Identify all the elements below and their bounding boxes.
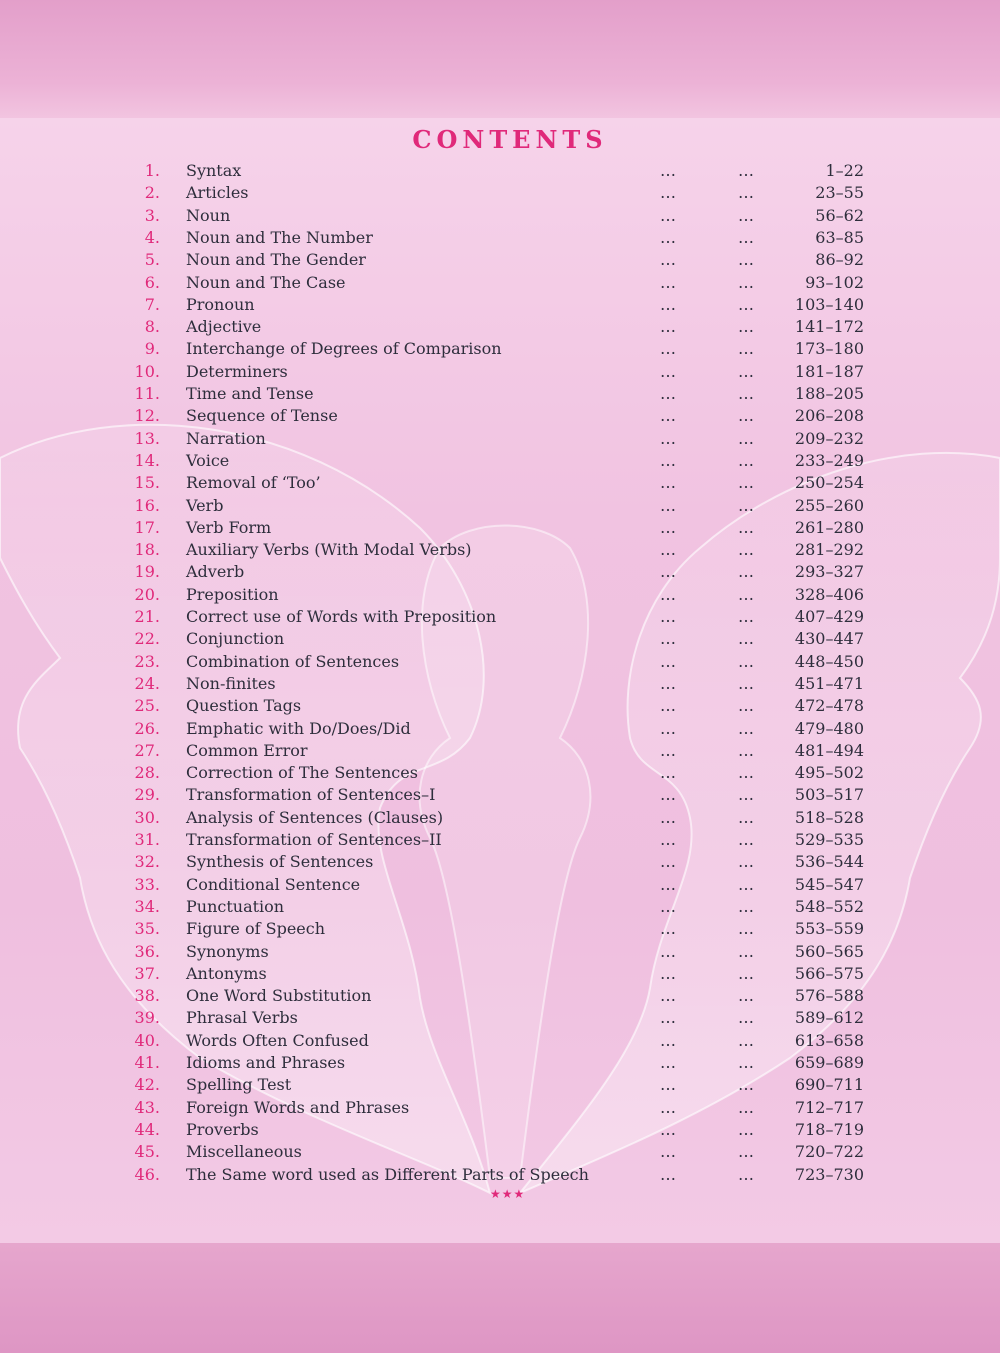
entry-number: 35. bbox=[134, 919, 160, 938]
toc-entry bbox=[0, 361, 1000, 383]
leader-dots: … bbox=[738, 562, 754, 581]
toc-entry bbox=[0, 829, 1000, 851]
entry-title: Synthesis of Sentences bbox=[186, 852, 374, 871]
entry-pages: 536–544 bbox=[794, 852, 864, 871]
leader-dots: … bbox=[738, 295, 754, 314]
leader-dots: … bbox=[738, 875, 754, 894]
entry-pages: 407–429 bbox=[794, 607, 864, 626]
entry-pages: 560–565 bbox=[794, 942, 864, 961]
entry-number: 1. bbox=[144, 161, 160, 180]
entry-number: 31. bbox=[134, 830, 160, 849]
entry-number: 27. bbox=[134, 741, 160, 760]
entry-title: Voice bbox=[186, 451, 230, 470]
entry-title: Combination of Sentences bbox=[186, 652, 400, 671]
leader-dots: … bbox=[738, 384, 754, 403]
toc-entry bbox=[0, 985, 1000, 1007]
entry-title: Interchange of Degrees of Comparison bbox=[186, 339, 502, 358]
entry-title: Transformation of Sentences–II bbox=[186, 830, 442, 849]
entry-title: Determiners bbox=[186, 362, 288, 381]
toc-entry bbox=[0, 249, 1000, 271]
entry-number: 6. bbox=[144, 273, 160, 292]
top-frame-band bbox=[0, 0, 1000, 118]
entry-pages: 255–260 bbox=[794, 496, 864, 515]
leader-dots: … bbox=[660, 964, 676, 983]
leader-dots: … bbox=[660, 1075, 676, 1094]
leader-dots: … bbox=[738, 339, 754, 358]
leader-dots: … bbox=[660, 986, 676, 1005]
toc-entry bbox=[0, 762, 1000, 784]
entry-title: Punctuation bbox=[186, 897, 285, 916]
leader-dots: … bbox=[660, 228, 676, 247]
toc-entry bbox=[0, 1052, 1000, 1074]
entry-number: 18. bbox=[134, 540, 160, 559]
entry-number: 39. bbox=[134, 1008, 160, 1027]
entry-title: Removal of ‘Too’ bbox=[186, 473, 321, 492]
toc-entry bbox=[0, 450, 1000, 472]
entry-title: Articles bbox=[186, 183, 249, 202]
entry-pages: 690–711 bbox=[794, 1075, 864, 1094]
toc-entry bbox=[0, 963, 1000, 985]
entry-title: Adjective bbox=[186, 317, 262, 336]
leader-dots: … bbox=[738, 1165, 754, 1184]
toc-entry bbox=[0, 561, 1000, 583]
leader-dots: … bbox=[660, 161, 676, 180]
leader-dots: … bbox=[738, 406, 754, 425]
leader-dots: … bbox=[660, 852, 676, 871]
toc-entry bbox=[0, 896, 1000, 918]
leader-dots: … bbox=[660, 206, 676, 225]
entry-title: Noun and The Case bbox=[186, 273, 346, 292]
entry-title: Correct use of Words with Preposition bbox=[186, 607, 497, 626]
toc-entry bbox=[0, 628, 1000, 650]
toc-entry bbox=[0, 1164, 1000, 1186]
entry-number: 46. bbox=[134, 1165, 160, 1184]
entry-number: 37. bbox=[134, 964, 160, 983]
entry-title: Narration bbox=[186, 429, 266, 448]
leader-dots: … bbox=[738, 1008, 754, 1027]
entry-pages: 141–172 bbox=[794, 317, 864, 336]
leader-dots: … bbox=[738, 741, 754, 760]
leader-dots: … bbox=[660, 1053, 676, 1072]
toc-entry bbox=[0, 1097, 1000, 1119]
leader-dots: … bbox=[738, 1053, 754, 1072]
entry-title: Miscellaneous bbox=[186, 1142, 302, 1161]
toc-entry bbox=[0, 227, 1000, 249]
entry-pages: 206–208 bbox=[794, 406, 864, 425]
entry-title: Phrasal Verbs bbox=[186, 1008, 298, 1027]
entry-title: Antonyms bbox=[186, 964, 267, 983]
toc-entry bbox=[0, 517, 1000, 539]
toc-entry bbox=[0, 316, 1000, 338]
leader-dots: … bbox=[738, 585, 754, 604]
toc-entry bbox=[0, 1007, 1000, 1029]
entry-number: 8. bbox=[144, 317, 160, 336]
entry-number: 22. bbox=[134, 629, 160, 648]
entry-number: 36. bbox=[134, 942, 160, 961]
leader-dots: … bbox=[660, 183, 676, 202]
entry-number: 13. bbox=[134, 429, 160, 448]
entry-title: One Word Substitution bbox=[186, 986, 372, 1005]
entry-pages: 589–612 bbox=[794, 1008, 864, 1027]
leader-dots: … bbox=[660, 1165, 676, 1184]
leader-dots: … bbox=[738, 808, 754, 827]
toc-entry bbox=[0, 1141, 1000, 1163]
entry-pages: 233–249 bbox=[794, 451, 864, 470]
leader-dots: … bbox=[660, 585, 676, 604]
entry-title: The Same word used as Different Parts of Speech bbox=[186, 1165, 589, 1184]
entry-pages: 720–722 bbox=[794, 1142, 864, 1161]
leader-dots: … bbox=[738, 696, 754, 715]
entry-number: 29. bbox=[134, 785, 160, 804]
leader-dots: … bbox=[660, 785, 676, 804]
entry-number: 19. bbox=[134, 562, 160, 581]
leader-dots: … bbox=[738, 1142, 754, 1161]
entry-number: 20. bbox=[134, 585, 160, 604]
toc-entry bbox=[0, 651, 1000, 673]
entry-number: 41. bbox=[134, 1053, 160, 1072]
toc-entry bbox=[0, 740, 1000, 762]
toc-entry bbox=[0, 1119, 1000, 1141]
entry-number: 5. bbox=[144, 250, 160, 269]
leader-dots: … bbox=[738, 273, 754, 292]
entry-pages: 718–719 bbox=[794, 1120, 864, 1139]
toc-entry bbox=[0, 695, 1000, 717]
toc-entry bbox=[0, 673, 1000, 695]
toc-entry bbox=[0, 405, 1000, 427]
leader-dots: … bbox=[660, 808, 676, 827]
leader-dots: … bbox=[660, 562, 676, 581]
entry-title: Figure of Speech bbox=[186, 919, 326, 938]
entry-title: Preposition bbox=[186, 585, 279, 604]
entry-title: Syntax bbox=[186, 161, 242, 180]
entry-title: Idioms and Phrases bbox=[186, 1053, 346, 1072]
entry-number: 4. bbox=[144, 228, 160, 247]
leader-dots: … bbox=[660, 696, 676, 715]
entry-number: 25. bbox=[134, 696, 160, 715]
entry-pages: 518–528 bbox=[794, 808, 864, 827]
leader-dots: … bbox=[660, 339, 676, 358]
toc-entry bbox=[0, 428, 1000, 450]
leader-dots: … bbox=[660, 540, 676, 559]
entry-pages: 181–187 bbox=[794, 362, 864, 381]
entry-number: 11. bbox=[134, 384, 160, 403]
entry-number: 2. bbox=[144, 183, 160, 202]
toc-entry bbox=[0, 272, 1000, 294]
entry-number: 34. bbox=[134, 897, 160, 916]
entry-pages: 173–180 bbox=[794, 339, 864, 358]
entry-pages: 479–480 bbox=[794, 719, 864, 738]
leader-dots: … bbox=[660, 1142, 676, 1161]
entry-number: 44. bbox=[134, 1120, 160, 1139]
toc-entry bbox=[0, 807, 1000, 829]
entry-number: 40. bbox=[134, 1031, 160, 1050]
leader-dots: … bbox=[660, 629, 676, 648]
entry-title: Common Error bbox=[186, 741, 308, 760]
leader-dots: … bbox=[738, 161, 754, 180]
leader-dots: … bbox=[738, 362, 754, 381]
entry-title: Conjunction bbox=[186, 629, 285, 648]
entry-title: Foreign Words and Phrases bbox=[186, 1098, 410, 1117]
entry-title: Noun and The Gender bbox=[186, 250, 366, 269]
leader-dots: … bbox=[738, 897, 754, 916]
toc-entry bbox=[0, 941, 1000, 963]
toc-entry bbox=[0, 851, 1000, 873]
leader-dots: … bbox=[738, 607, 754, 626]
leader-dots: … bbox=[738, 518, 754, 537]
entry-number: 43. bbox=[134, 1098, 160, 1117]
leader-dots: … bbox=[738, 674, 754, 693]
leader-dots: … bbox=[738, 629, 754, 648]
toc-entry bbox=[0, 294, 1000, 316]
leader-dots: … bbox=[660, 429, 676, 448]
leader-dots: … bbox=[738, 429, 754, 448]
entry-title: Verb Form bbox=[186, 518, 272, 537]
entry-title: Transformation of Sentences–I bbox=[186, 785, 436, 804]
entry-pages: 23–55 bbox=[815, 183, 864, 202]
entry-pages: 328–406 bbox=[794, 585, 864, 604]
leader-dots: … bbox=[660, 897, 676, 916]
entry-number: 33. bbox=[134, 875, 160, 894]
leader-dots: … bbox=[738, 451, 754, 470]
entry-pages: 103–140 bbox=[794, 295, 864, 314]
entry-number: 24. bbox=[134, 674, 160, 693]
leader-dots: … bbox=[738, 473, 754, 492]
entry-number: 17. bbox=[134, 518, 160, 537]
leader-dots: … bbox=[660, 1120, 676, 1139]
leader-dots: … bbox=[738, 652, 754, 671]
entry-number: 28. bbox=[134, 763, 160, 782]
page-title: CONTENTS bbox=[412, 125, 608, 154]
entry-number: 14. bbox=[134, 451, 160, 470]
leader-dots: … bbox=[660, 496, 676, 515]
end-mark: ★★★ bbox=[490, 1187, 526, 1201]
entry-title: Verb bbox=[186, 496, 224, 515]
leader-dots: … bbox=[738, 785, 754, 804]
toc-entry bbox=[0, 182, 1000, 204]
leader-dots: … bbox=[738, 986, 754, 1005]
entry-pages: 503–517 bbox=[794, 785, 864, 804]
entry-pages: 712–717 bbox=[794, 1098, 864, 1117]
toc-entry bbox=[0, 383, 1000, 405]
entry-pages: 430–447 bbox=[794, 629, 864, 648]
toc-entry bbox=[0, 160, 1000, 182]
entry-pages: 472–478 bbox=[794, 696, 864, 715]
entry-pages: 188–205 bbox=[794, 384, 864, 403]
entry-title: Synonyms bbox=[186, 942, 269, 961]
entry-pages: 281–292 bbox=[794, 540, 864, 559]
toc-entry bbox=[0, 539, 1000, 561]
leader-dots: … bbox=[660, 1008, 676, 1027]
leader-dots: … bbox=[660, 295, 676, 314]
toc-entry bbox=[0, 584, 1000, 606]
entry-title: Sequence of Tense bbox=[186, 406, 338, 425]
leader-dots: … bbox=[660, 763, 676, 782]
leader-dots: … bbox=[660, 652, 676, 671]
toc-entry bbox=[0, 918, 1000, 940]
leader-dots: … bbox=[738, 919, 754, 938]
leader-dots: … bbox=[660, 875, 676, 894]
leader-dots: … bbox=[660, 919, 676, 938]
entry-pages: 495–502 bbox=[794, 763, 864, 782]
toc-entry bbox=[0, 606, 1000, 628]
entry-title: Words Often Confused bbox=[186, 1031, 369, 1050]
entry-pages: 613–658 bbox=[794, 1031, 864, 1050]
entry-pages: 553–559 bbox=[794, 919, 864, 938]
entry-number: 21. bbox=[134, 607, 160, 626]
entry-pages: 529–535 bbox=[794, 830, 864, 849]
toc-entry bbox=[0, 1074, 1000, 1096]
entry-pages: 451–471 bbox=[794, 674, 864, 693]
leader-dots: … bbox=[738, 183, 754, 202]
entry-pages: 261–280 bbox=[794, 518, 864, 537]
entry-title: Non-finites bbox=[186, 674, 276, 693]
leader-dots: … bbox=[660, 362, 676, 381]
toc-entry bbox=[0, 718, 1000, 740]
leader-dots: … bbox=[738, 719, 754, 738]
leader-dots: … bbox=[660, 674, 676, 693]
entry-pages: 548–552 bbox=[794, 897, 864, 916]
leader-dots: … bbox=[660, 830, 676, 849]
leader-dots: … bbox=[660, 719, 676, 738]
entry-pages: 481–494 bbox=[794, 741, 864, 760]
entry-number: 16. bbox=[134, 496, 160, 515]
entry-title: Noun and The Number bbox=[186, 228, 373, 247]
leader-dots: … bbox=[738, 942, 754, 961]
leader-dots: … bbox=[738, 1075, 754, 1094]
entry-number: 9. bbox=[144, 339, 160, 358]
entry-pages: 209–232 bbox=[794, 429, 864, 448]
entry-number: 26. bbox=[134, 719, 160, 738]
entry-title: Analysis of Sentences (Clauses) bbox=[186, 808, 444, 827]
entry-number: 15. bbox=[134, 473, 160, 492]
leader-dots: … bbox=[738, 228, 754, 247]
entry-pages: 63–85 bbox=[815, 228, 864, 247]
toc-entry bbox=[0, 495, 1000, 517]
leader-dots: … bbox=[738, 763, 754, 782]
entry-title: Adverb bbox=[186, 562, 245, 581]
leader-dots: … bbox=[738, 496, 754, 515]
entry-title: Conditional Sentence bbox=[186, 875, 361, 894]
leader-dots: … bbox=[738, 830, 754, 849]
leader-dots: … bbox=[660, 273, 676, 292]
toc-entry bbox=[0, 1030, 1000, 1052]
entry-number: 45. bbox=[134, 1142, 160, 1161]
entry-title: Spelling Test bbox=[186, 1075, 292, 1094]
entry-pages: 1–22 bbox=[825, 161, 864, 180]
entry-number: 12. bbox=[134, 406, 160, 425]
leader-dots: … bbox=[660, 607, 676, 626]
leader-dots: … bbox=[738, 852, 754, 871]
entry-pages: 723–730 bbox=[794, 1165, 864, 1184]
leader-dots: … bbox=[660, 451, 676, 470]
leader-dots: … bbox=[660, 406, 676, 425]
leader-dots: … bbox=[660, 518, 676, 537]
leader-dots: … bbox=[738, 317, 754, 336]
leader-dots: … bbox=[660, 741, 676, 760]
leader-dots: … bbox=[738, 1098, 754, 1117]
leader-dots: … bbox=[738, 250, 754, 269]
leader-dots: … bbox=[738, 206, 754, 225]
entry-title: Noun bbox=[186, 206, 231, 225]
leader-dots: … bbox=[660, 1031, 676, 1050]
leader-dots: … bbox=[738, 540, 754, 559]
entry-pages: 250–254 bbox=[794, 473, 864, 492]
entry-title: Correction of The Sentences bbox=[186, 763, 418, 782]
entry-pages: 576–588 bbox=[794, 986, 864, 1005]
entry-number: 38. bbox=[134, 986, 160, 1005]
entry-title: Time and Tense bbox=[186, 384, 314, 403]
toc-entry bbox=[0, 472, 1000, 494]
toc-entry bbox=[0, 338, 1000, 360]
entry-title: Question Tags bbox=[186, 696, 302, 715]
entry-number: 30. bbox=[134, 808, 160, 827]
leader-dots: … bbox=[660, 1098, 676, 1117]
entry-number: 42. bbox=[134, 1075, 160, 1094]
bottom-frame-band bbox=[0, 1243, 1000, 1353]
entry-number: 3. bbox=[144, 206, 160, 225]
leader-dots: … bbox=[738, 1120, 754, 1139]
entry-title: Auxiliary Verbs (With Modal Verbs) bbox=[186, 540, 472, 559]
entry-title: Emphatic with Do/Does/Did bbox=[186, 719, 411, 738]
leader-dots: … bbox=[738, 964, 754, 983]
entry-pages: 659–689 bbox=[794, 1053, 864, 1072]
entry-pages: 56–62 bbox=[815, 206, 864, 225]
leader-dots: … bbox=[660, 473, 676, 492]
entry-pages: 448–450 bbox=[794, 652, 864, 671]
toc-entry bbox=[0, 874, 1000, 896]
leader-dots: … bbox=[660, 317, 676, 336]
leader-dots: … bbox=[660, 384, 676, 403]
toc-entry bbox=[0, 205, 1000, 227]
entry-pages: 566–575 bbox=[794, 964, 864, 983]
entry-title: Proverbs bbox=[186, 1120, 259, 1139]
entry-pages: 545–547 bbox=[794, 875, 864, 894]
entry-number: 32. bbox=[134, 852, 160, 871]
entry-number: 23. bbox=[134, 652, 160, 671]
leader-dots: … bbox=[660, 250, 676, 269]
entry-pages: 293–327 bbox=[794, 562, 864, 581]
leader-dots: … bbox=[660, 942, 676, 961]
entry-title: Pronoun bbox=[186, 295, 255, 314]
entry-pages: 86–92 bbox=[815, 250, 864, 269]
entry-number: 7. bbox=[144, 295, 160, 314]
entry-number: 10. bbox=[134, 362, 160, 381]
toc-entry bbox=[0, 784, 1000, 806]
leader-dots: … bbox=[738, 1031, 754, 1050]
entry-pages: 93–102 bbox=[805, 273, 864, 292]
